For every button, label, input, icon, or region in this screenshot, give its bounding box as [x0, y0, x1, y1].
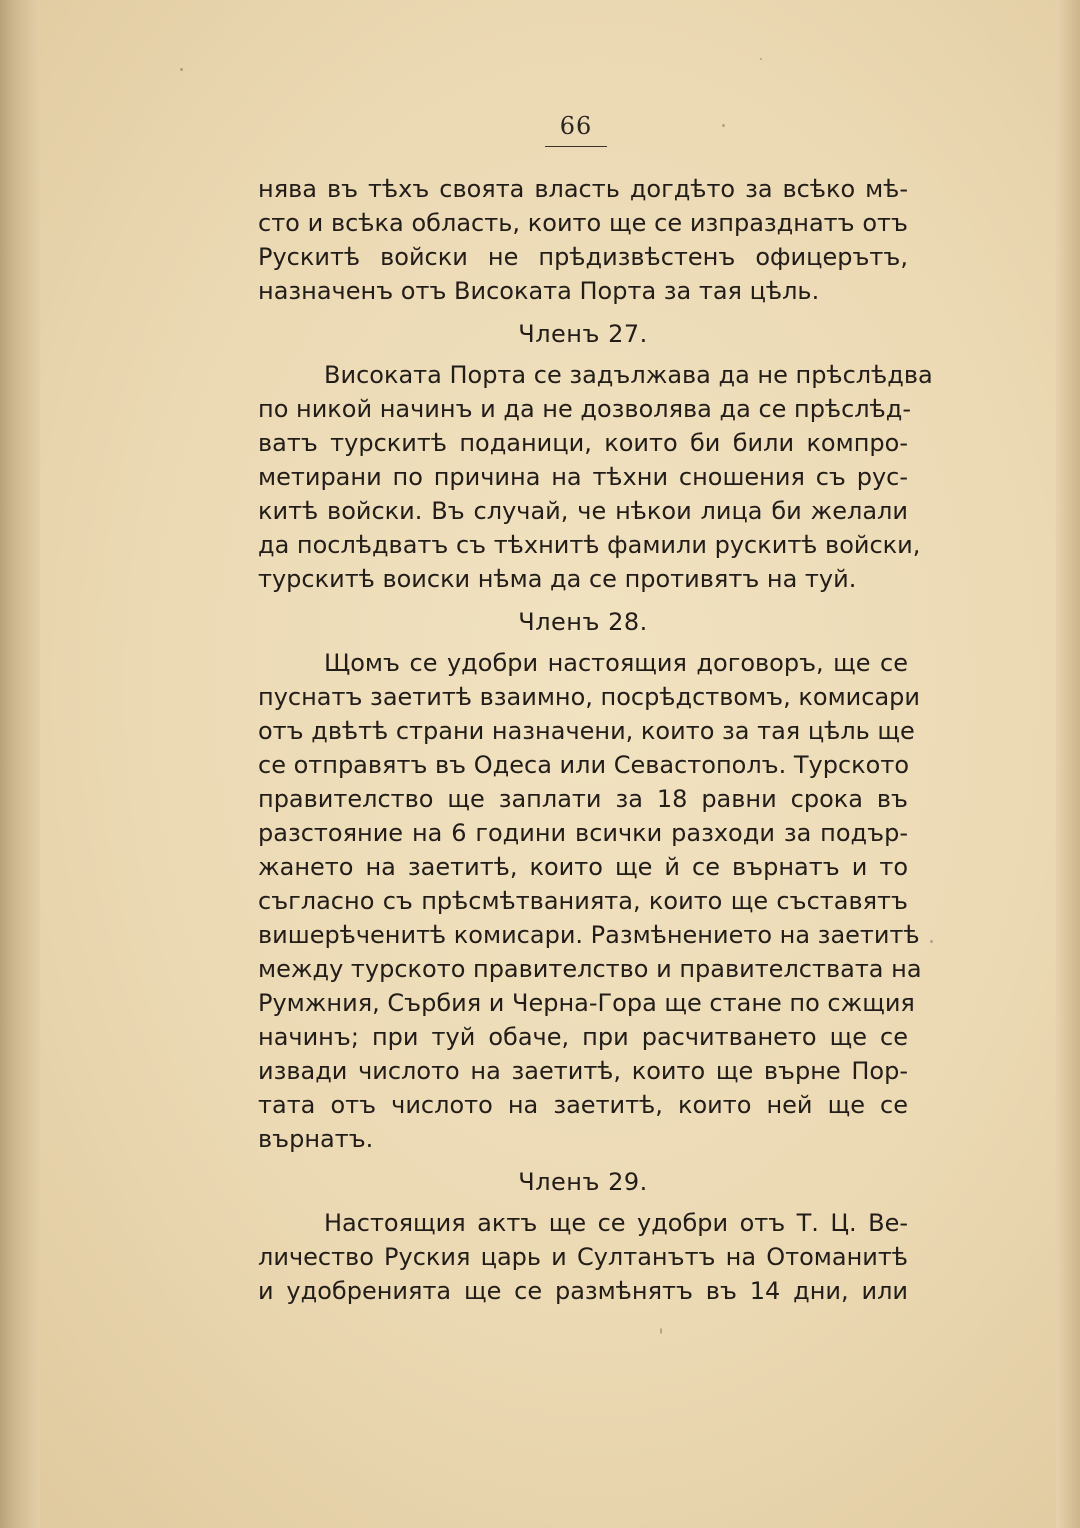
text-line: назначенъ отъ Високата Порта за тая цѣль.: [258, 277, 820, 305]
text-line: Високата Порта се задължава да не прѣслѣдва: [324, 361, 933, 389]
text-line: Настоящия актъ ще се удобри отъ Т. Ц. Ве-: [324, 1209, 908, 1237]
text-line: пуснатъ заетитѣ взаимно, посрѣдствомъ, комисари: [258, 683, 921, 711]
text-line: отъ двѣтѣ страни назначени, които за тая цѣль ще: [258, 717, 915, 745]
page-edge-shadow: [1056, 0, 1080, 1528]
text-line: между турското правителство и правителствата на: [258, 955, 922, 983]
text-line: и удобренията ще се размѣнятъ въ 14 дни, или: [258, 1277, 908, 1305]
text-line: метирани по причина на тѣхни сношения съ рус-: [258, 463, 908, 491]
text-line: се отправятъ въ Одеса или Севастополъ. Турското: [258, 751, 910, 779]
text-line: турскитѣ воиски нѣма да се противятъ на туй.: [258, 565, 857, 593]
text-line: правителство ще заплати за 18 равни срока въ: [258, 785, 908, 813]
text-line: нява въ тѣхъ своята власть догдѣто за всѣко мѣ-: [258, 175, 908, 203]
text-line: извади числото на заетитѣ, които ще върне Пор-: [258, 1057, 908, 1085]
text-line: Румжния, Сърбия и Черна-Гора ще стане по сжщия: [258, 989, 915, 1017]
text-line: Рускитѣ войски не прѣдизвѣстенъ офицерътъ,: [258, 243, 908, 271]
page-number-rule: [545, 146, 607, 147]
article-27-heading: Членъ 27.: [518, 320, 648, 348]
text-line: жането на заетитѣ, които ще й се върнатъ и то: [258, 853, 908, 881]
paper-speck: [760, 58, 762, 60]
text-line: съгласно съ прѣсмѣтванията, които ще съставятъ: [258, 887, 908, 915]
paper-speck: [180, 68, 183, 71]
text-line: ватъ турскитѣ поданици, които би били компро-: [258, 429, 908, 457]
paper-speck: [722, 124, 725, 127]
body-text: [258, 172, 933, 1308]
text-line: по никой начинъ и да не дозволява да се прѣслѣд-: [258, 395, 912, 423]
paper-speck: [660, 1328, 662, 1334]
text-line: да послѣдватъ съ тѣхнитѣ фамили рускитѣ войски,: [258, 531, 921, 559]
article-29-heading: Членъ 29.: [518, 1168, 648, 1196]
text-line: китѣ войски. Въ случай, че нѣкои лица би желали: [258, 497, 908, 525]
text-line: върнатъ.: [258, 1125, 374, 1153]
page-number: 66: [559, 112, 593, 140]
article-28-heading: Членъ 28.: [518, 608, 648, 636]
page-gutter-shadow: [0, 0, 40, 1528]
text-line: вишерѣченитѣ комисари. Размѣнението на заетитѣ: [258, 921, 920, 949]
text-line: сто и всѣка область, които ще се изпразднатъ отъ: [258, 209, 908, 237]
text-line: личество Руския царь и Султанътъ на Отоманитѣ: [258, 1243, 908, 1271]
paper-speck: [930, 940, 933, 943]
text-line: разстояние на 6 години всички разходи за подър-: [258, 819, 908, 847]
text-line: тата отъ числото на заетитѣ, които ней ще се: [258, 1091, 908, 1119]
text-line: Щомъ се удобри настоящия договоръ, ще се: [324, 649, 908, 677]
text-line: начинъ; при туй обаче, при расчитването ще се: [258, 1023, 908, 1051]
